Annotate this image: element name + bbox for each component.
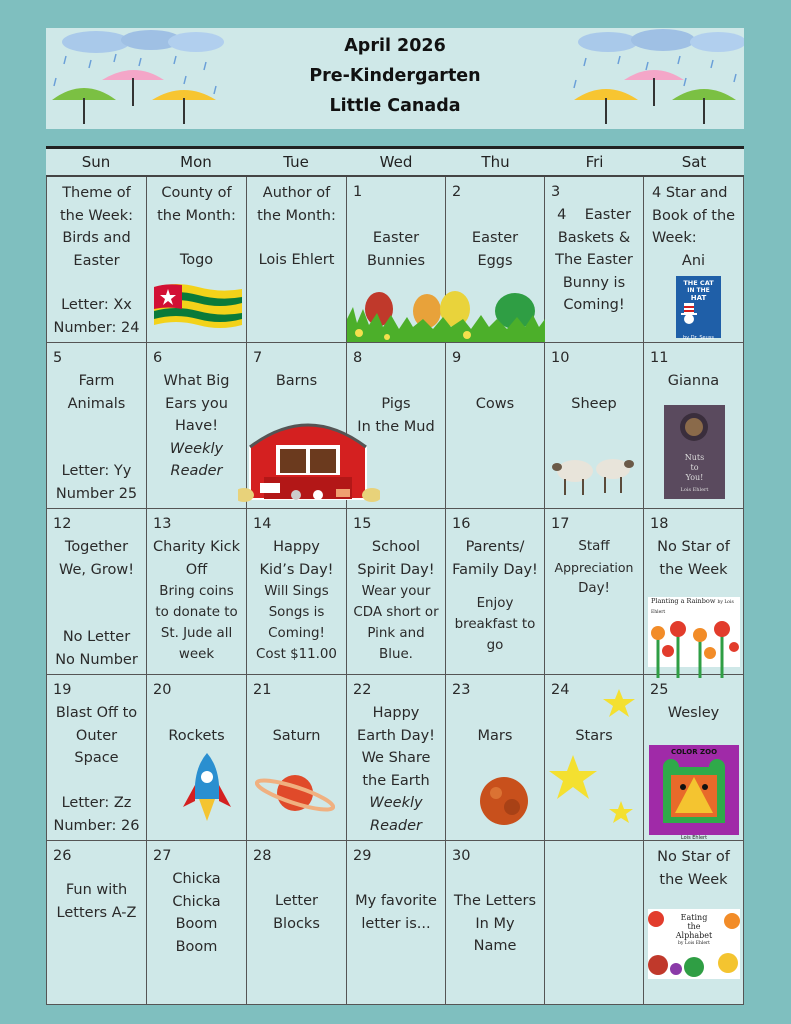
day-number: 16	[452, 516, 471, 532]
event-line-4: breakfast to	[454, 617, 536, 632]
event-line-1: Happy	[372, 705, 420, 721]
event-line-1: School	[371, 539, 421, 555]
star-student-name: Ani	[681, 252, 706, 269]
event-line-2: In My	[475, 915, 515, 932]
day-cell-week5-wed	[347, 841, 446, 1005]
event-line-6: Blue.	[379, 647, 413, 662]
number-of-week: Number: 24	[53, 319, 140, 336]
stars-icon	[549, 687, 643, 827]
theme-name-1: Blast Off to	[55, 705, 138, 721]
event-line-5: Pink and	[367, 626, 425, 641]
star-student-name: Gianna	[667, 373, 720, 389]
theme-name-3: Space	[74, 750, 119, 766]
togo-flag-image	[152, 281, 244, 333]
event-line-5: go	[486, 638, 504, 653]
squirrel-icon	[664, 405, 725, 445]
day-number: 23	[452, 682, 471, 698]
event-line-1: Easter	[471, 230, 519, 246]
event-line-1: Saturn	[272, 728, 321, 744]
day-cell-week3-wed	[347, 509, 446, 675]
event-line-2: Spirit Day!	[357, 561, 435, 578]
day-number: 8	[353, 350, 363, 366]
event-line-2: Bunnies	[366, 252, 426, 269]
theme-label-2: the Week:	[59, 207, 134, 224]
event-line-1: 4 Easter	[557, 207, 631, 223]
no-star-line-2: the Week	[659, 561, 728, 578]
day-cell-week3-sat	[644, 509, 744, 675]
day-cell-week4-sat	[644, 675, 744, 841]
planting-a-rainbow-book-cover: Planting a Rainbow by Lois Ehlert	[648, 597, 740, 667]
event-line-3: Day!	[578, 581, 610, 596]
day-cell-week3-fri	[545, 509, 644, 675]
number-of-week: No Number	[55, 651, 138, 668]
day-number: 19	[53, 682, 72, 698]
event-line-2: Eggs	[477, 252, 513, 269]
event-line-1: Parents/	[465, 539, 525, 555]
day-cell-week1-sun	[46, 177, 147, 343]
event-line-3: Bring coins	[159, 584, 234, 599]
day-cell-week5-sat	[644, 841, 744, 1005]
author-label-1: Author of	[262, 185, 331, 201]
day-number: 15	[353, 516, 372, 532]
event-line-1: What Big	[163, 373, 230, 389]
event-line-3: Enjoy	[476, 596, 514, 611]
day-number: 21	[253, 682, 272, 698]
event-line-1: Staff	[578, 539, 610, 554]
event-line-3: Have!	[174, 418, 219, 434]
event-line-4: Boom	[175, 938, 218, 955]
day-number: 9	[452, 350, 462, 366]
theme-name-2: Easter	[73, 252, 120, 269]
event-line-3: Boom	[175, 916, 218, 932]
event-line-1: Sheep	[571, 396, 617, 412]
day-number: 18	[650, 516, 669, 532]
event-line-5: Coming!	[563, 297, 625, 313]
event-line-2: Chicka	[172, 893, 221, 910]
event-line-4: Bunny is	[562, 274, 626, 291]
event-line-3: Wear your	[361, 584, 431, 599]
event-line-1: Fun with	[65, 882, 128, 898]
day-cell-week5-sun	[46, 841, 147, 1005]
letter-of-week: Letter: Xx	[61, 297, 132, 313]
day-cell-week5-thu	[446, 841, 545, 1005]
event-line-6: Cost $11.00	[256, 647, 337, 662]
day-number: 12	[53, 516, 72, 532]
event-line-1: Barns	[275, 373, 318, 389]
event-line-4: Songs is	[268, 605, 325, 620]
day-number: 5	[53, 350, 63, 366]
event-line-1: Happy	[273, 539, 320, 555]
event-line-5: St. Jude all	[160, 626, 233, 641]
day-number: 30	[452, 848, 471, 864]
event-line-2: Earth Day!	[357, 727, 435, 744]
event-line-1: My favorite	[355, 893, 437, 909]
day-number: 24	[551, 682, 570, 698]
cat-in-hat-icon	[676, 303, 721, 327]
day-cell-week2-thu	[446, 343, 545, 509]
country-name: Togo	[179, 252, 214, 268]
event-line-5: Weekly	[369, 795, 423, 811]
event-line-2: Off	[185, 561, 208, 578]
no-star-line-2: the Week	[659, 871, 728, 888]
calendar-banner	[46, 28, 744, 129]
no-star-line-1: No Star of	[657, 849, 730, 865]
day-number: 28	[253, 848, 272, 864]
no-star-line-1: No Star of	[657, 539, 730, 555]
day-number: 10	[551, 350, 570, 366]
theme-label-1: Theme of	[62, 185, 131, 201]
theme-name-1: Birds and	[62, 230, 131, 246]
mars-icon	[478, 775, 530, 827]
day-cell-week4-fri	[545, 675, 644, 841]
day-cell-week4-sun	[46, 675, 147, 841]
event-line-5: Reader	[170, 463, 223, 479]
event-line-2: Ears you	[165, 395, 228, 412]
weekday-header	[46, 149, 744, 177]
event-line-1: Stars	[575, 728, 613, 744]
nuts-to-you-book-cover: Nuts to You! Lois Ehlert	[664, 405, 725, 499]
day-number: 26	[53, 848, 72, 864]
theme-name-1: Farm	[78, 373, 115, 389]
star-label-2: Book of the	[652, 207, 736, 224]
event-line-2: In the Mud	[357, 418, 435, 435]
day-cell-week4-mon	[147, 675, 247, 841]
flowers-icon	[648, 617, 740, 678]
letter-of-week: Letter: Zz	[61, 795, 132, 811]
weekday-sun: Sun	[81, 153, 111, 171]
event-line-1: Easter	[372, 230, 420, 246]
number-of-week: Number: 26	[53, 817, 140, 834]
country-label-2: the Month:	[157, 207, 236, 224]
event-line-1: Mars	[477, 728, 513, 744]
star-label-1: 4 Star and	[652, 185, 728, 201]
day-number: 27	[153, 848, 172, 864]
event-line-2: letter is...	[361, 915, 431, 932]
day-cell-week1-mon	[147, 177, 247, 343]
red-barn-image	[238, 403, 380, 507]
day-number: 2	[452, 184, 462, 200]
day-number: 20	[153, 682, 172, 698]
color-zoo-book-cover: COLOR ZOO Lois Ehlert	[649, 745, 739, 835]
letter-of-week: No Letter	[62, 629, 131, 645]
day-number: 14	[253, 516, 272, 532]
event-line-3: Will Sings	[264, 584, 329, 599]
day-cell-week2-mon	[147, 343, 247, 509]
event-line-6: week	[178, 647, 215, 662]
event-line-5: Coming!	[268, 626, 325, 641]
day-cell-week3-tue	[247, 509, 347, 675]
day-cell-week2-sun	[46, 343, 147, 509]
day-cell-week3-mon	[147, 509, 247, 675]
day-number: 25	[650, 682, 669, 698]
day-number: 6	[153, 350, 163, 366]
title-class: Pre-Kindergarten	[309, 66, 481, 86]
star-student-name: Wesley	[667, 705, 720, 721]
eating-the-alphabet-book-cover: Eating the Alphabet by Lois Ehlert	[648, 909, 740, 979]
event-line-6: Reader	[370, 817, 422, 834]
rain-umbrellas-illustration-right	[568, 28, 744, 129]
theme-name-2: Outer	[75, 727, 118, 744]
day-cell-week4-wed	[347, 675, 446, 841]
event-line-3: We Share	[361, 750, 431, 766]
weekday-fri: Fri	[585, 153, 604, 171]
event-line-4: Weekly	[169, 440, 224, 457]
event-line-2: Blocks	[273, 915, 320, 932]
event-line-2: Baskets &	[557, 229, 631, 246]
day-number: 13	[153, 516, 172, 532]
event-line-2: Letters A-Z	[56, 904, 137, 921]
day-cell-week5-tue	[247, 841, 347, 1005]
calendar-grid	[46, 146, 744, 1005]
tiger-face-icon	[649, 757, 739, 827]
saturn-icon	[255, 765, 335, 821]
rocket-icon	[181, 751, 233, 823]
day-cell-week1-fri	[545, 177, 644, 343]
letter-of-week: Letter: Yy	[61, 463, 132, 479]
day-cell-week1-sat	[644, 177, 744, 343]
event-line-2: We, Grow!	[58, 561, 135, 578]
country-label-1: County of	[161, 185, 232, 201]
event-line-1: Letter	[275, 893, 318, 909]
event-line-2: Appreciation	[554, 560, 634, 575]
event-line-4: CDA short or	[353, 605, 439, 620]
event-line-4: the Earth	[362, 772, 430, 789]
day-number: 3	[551, 184, 561, 200]
event-line-3: The Easter	[555, 252, 633, 268]
event-line-3: Name	[473, 938, 517, 954]
author-name: Lois Ehlert	[258, 252, 335, 268]
day-cell-week5-fri	[545, 841, 644, 1005]
title-location: Little Canada	[329, 96, 461, 116]
star-label-3: Week:	[652, 230, 697, 246]
day-cell-week3-thu	[446, 509, 545, 675]
weekday-mon: Mon	[180, 153, 212, 171]
day-cell-week3-sun	[46, 509, 147, 675]
title-month: April 2026	[344, 36, 446, 56]
day-cell-week4-thu	[446, 675, 545, 841]
day-cell-week2-sat	[644, 343, 744, 509]
number-of-week: Number 25	[55, 485, 138, 502]
event-line-1: Together	[64, 539, 129, 555]
sheep-image	[551, 453, 635, 497]
day-cell-week5-mon	[147, 841, 247, 1005]
day-number: 1	[353, 184, 363, 200]
event-line-1: The Letters	[453, 893, 537, 909]
event-line-1: Rockets	[168, 728, 225, 744]
event-line-1: Pigs	[381, 396, 411, 412]
day-cell-week1-tue	[247, 177, 347, 343]
day-number: 11	[650, 350, 669, 366]
day-cell-week2-fri	[545, 343, 644, 509]
weekday-wed: Wed	[379, 153, 413, 171]
weekday-thu: Thu	[481, 153, 510, 171]
day-cell-week4-tue	[247, 675, 347, 841]
cat-in-hat-book-cover: THE CAT IN THE HAT by Dr. Seuss	[676, 276, 721, 338]
event-line-1: Cows	[475, 396, 515, 412]
event-line-1: Charity Kick	[153, 539, 240, 555]
event-line-4: to donate to	[155, 605, 238, 620]
weekday-tue: Tue	[283, 153, 309, 171]
theme-name-2: Animals	[67, 395, 126, 412]
day-number: 29	[353, 848, 372, 864]
event-line-1: Chicka	[172, 871, 221, 887]
day-number: 17	[551, 516, 570, 532]
day-number: 7	[253, 350, 263, 366]
author-label-2: the Month:	[257, 207, 336, 224]
event-line-2: Kid’s Day!	[259, 561, 334, 578]
day-number: 22	[353, 682, 372, 698]
weekday-sat: Sat	[681, 153, 707, 171]
event-line-2: Family Day!	[452, 561, 538, 578]
easter-eggs-grass-image	[347, 279, 545, 342]
